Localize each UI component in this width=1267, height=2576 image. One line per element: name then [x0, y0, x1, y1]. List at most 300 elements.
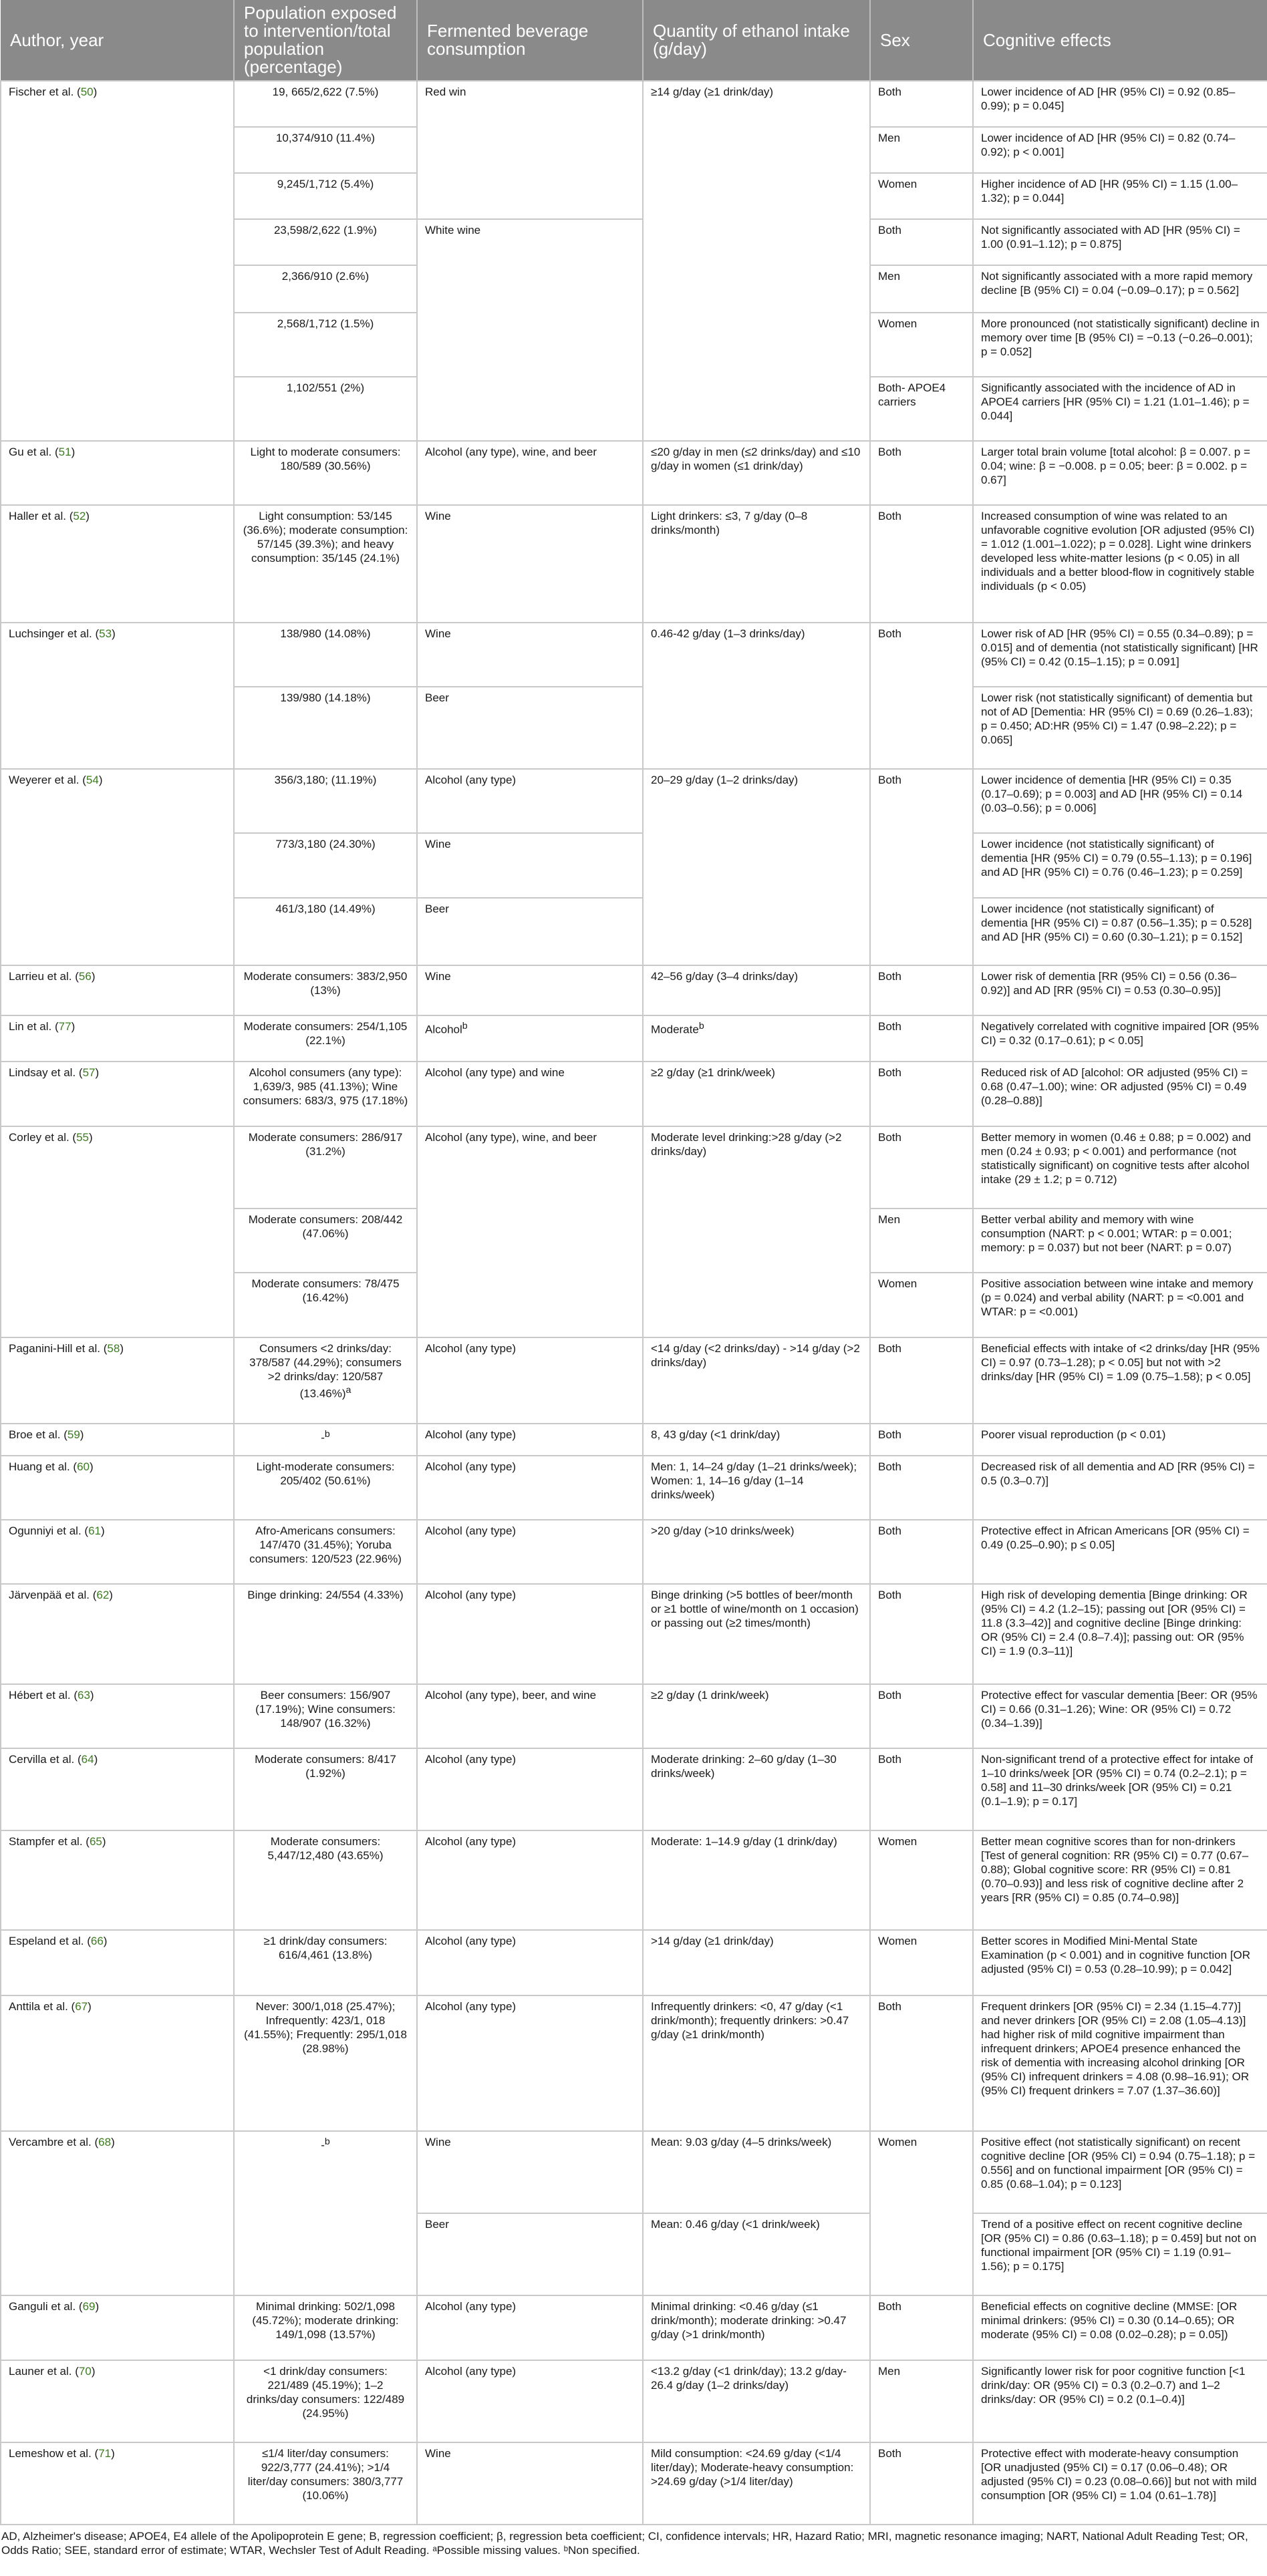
author-cell: [1, 2295, 234, 2360]
quantity-text: ≥2 g/day (1 drink/week): [651, 1688, 769, 1702]
effects-text: Better scores in Modified Mini-Mental State Examination (p < 0.001) and in cognitive function [OR adjusted (95% CI) = 0.53 (0.28–10.99); p = 0.042]: [981, 1935, 1251, 1976]
beverage-text: Wine: [425, 838, 451, 850]
effects-cell: [973, 1930, 1267, 1995]
author-close: ): [100, 1524, 105, 1538]
author-cell: [1, 1126, 234, 1337]
reference-link[interactable]: 69: [82, 2299, 96, 2313]
author-close: ): [111, 2136, 115, 2149]
effects-cell: [973, 265, 1267, 312]
reference-link[interactable]: 64: [81, 1752, 94, 1766]
beverage-text: Alcohol (any type): [425, 1935, 517, 1948]
population-text: 461/3,180 (14.49%): [275, 903, 376, 916]
table-row: [1, 1337, 1267, 1424]
beverage-cell: [417, 898, 643, 965]
beverage-text: Wine: [425, 970, 451, 983]
author-cell: [1, 1456, 234, 1520]
beverage-cell: [417, 1337, 643, 1424]
population-text: Moderate consumers: 383/2,950 (13%): [243, 970, 408, 997]
sex-text: Both: [878, 627, 901, 641]
table-row: [1, 1015, 1267, 1062]
sex-cell: [870, 265, 973, 312]
author-close: ): [89, 1130, 93, 1144]
population-cell: [234, 1424, 417, 1456]
beverage-cell: [417, 1456, 643, 1520]
effects-text: Protective effect in African Americans [OR (95% CI) = 0.49 (0.25–0.90); p ≤ 0.05]: [981, 1524, 1250, 1552]
sex-text: Both: [878, 1130, 901, 1144]
population-cell: [234, 505, 417, 623]
beverage-text: Alcohol (any type), wine, and beer: [425, 445, 597, 458]
population-cell: [234, 1584, 417, 1684]
effects-text: Not significantly associated with a more rapid memory decline [B (95% CI) = 0.04 (−0.09–0.17); p = 0.562]: [981, 270, 1253, 297]
author-close: ): [98, 774, 103, 787]
beverage-text: Wine: [425, 2446, 451, 2460]
quantity-text: 8, 43 g/day (<1 drink/day): [651, 1428, 781, 1441]
author-name: Weyerer et al. (: [9, 774, 86, 787]
table-row: [1, 965, 1267, 1015]
sex-cell: [870, 127, 973, 173]
population-cell: [234, 1995, 417, 2131]
reference-link[interactable]: 68: [98, 2136, 112, 2149]
sex-text: Both: [878, 1460, 901, 1474]
population-cell: [234, 1684, 417, 1748]
quantity-text: 0.46-42 g/day (1–3 drinks/day): [651, 627, 805, 641]
quantity-cell: [643, 1126, 870, 1337]
beverage-cell: [417, 1930, 643, 1995]
effects-text: Beneficial effects on cognitive decline (MMSE: [OR minimal drinkers: (95% CI) = 0.30 (0.14–0.65); OR moderate (95% CI) = 0.08 (0.02–0.28); p = 0.05]): [981, 2299, 1238, 2341]
footnote-marker: a: [345, 1384, 351, 1396]
sex-cell: [870, 1830, 973, 1931]
col-header-beverage: Fermented beverage consumption: [417, 0, 643, 81]
sex-cell: [870, 1209, 973, 1273]
author-close: ): [71, 1019, 76, 1033]
author-close: ): [102, 1834, 106, 1848]
beverage-cell: [417, 1584, 643, 1684]
quantity-cell: [643, 1995, 870, 2131]
reference-link[interactable]: 58: [107, 1341, 120, 1355]
author-name: Corley et al. (: [9, 1130, 77, 1144]
beverage-text: Alcohol (any type): [425, 2299, 517, 2313]
table-row: [1, 1584, 1267, 1684]
beverage-cell: [417, 1126, 643, 1337]
reference-link[interactable]: 50: [80, 86, 94, 98]
author-name: Broe et al. (: [9, 1428, 67, 1441]
beverage-text: Alcohol (any type): [425, 1460, 517, 1474]
effects-cell: [973, 1456, 1267, 1520]
quantity-text: Binge drinking (>5 bottles of beer/month or ≥1 bottle of wine/month on 1 occasion) or passing out (≥2 times/month): [651, 1589, 859, 1630]
effects-text: Reduced risk of AD [alcohol: OR adjusted (95% CI) = 0.68 (0.47–1.00); wine: OR adjusted (95% CI) = 0.49 (0.28–0.88)]: [981, 1066, 1248, 1107]
population-text: Moderate consumers: 254/1,105 (22.1%): [243, 1019, 408, 1047]
sex-cell: [870, 1995, 973, 2131]
sex-text: Both: [878, 2299, 901, 2313]
beverage-text: Beer: [425, 903, 449, 916]
population-text: 139/980 (14.18%): [280, 691, 371, 705]
population-text: Never: 300/1,018 (25.47%); Infrequently: 423/1, 018 (41.55%); Frequently: 295/1,018 (28.98%): [244, 1999, 407, 2055]
reference-link[interactable]: 65: [89, 1834, 102, 1848]
table-row: [1, 1995, 1267, 2131]
quantity-text: Light drinkers: ≤3, 7 g/day (0–8 drinks/month): [651, 509, 808, 536]
effects-text: More pronounced (not statistically significant) decline in memory over time [B (95% CI) = −0.13 (−0.26–0.001); p = 0.052]: [981, 317, 1260, 358]
reference-link[interactable]: 67: [75, 1999, 88, 2013]
beverage-text: Alcohol (any type): [425, 1834, 517, 1848]
table-row: [1, 1424, 1267, 1456]
beverage-cell: [417, 1684, 643, 1748]
sex-cell: [870, 1520, 973, 1584]
reference-link[interactable]: 66: [90, 1935, 104, 1948]
beverage-cell: [417, 2442, 643, 2525]
quantity-cell: [643, 1456, 870, 1520]
beverage-cell: [417, 2360, 643, 2442]
beverage-text: Alcohol: [425, 1023, 462, 1036]
quantity-text: Mean: 9.03 g/day (4–5 drinks/week): [651, 2136, 832, 2149]
sex-cell: [870, 2295, 973, 2360]
population-cell: [234, 265, 417, 312]
beverage-cell: [417, 2213, 643, 2295]
col-header-population: Population exposed to intervention/total population (percentage): [234, 0, 417, 81]
effects-text: Significantly associated with the incidence of AD in APOE4 carriers [HR (95% CI) = 1.21 (1.01–1.46); p = 0.044]: [981, 381, 1250, 422]
beverage-text: Alcohol (any type): [425, 2365, 517, 2378]
author-close: ): [94, 1752, 98, 1766]
quantity-text: Mean: 0.46 g/day (<1 drink/week): [651, 2218, 820, 2231]
author-cell: [1, 1995, 234, 2131]
table-row: [1, 1520, 1267, 1584]
author-cell: [1, 965, 234, 1015]
effects-cell: [973, 2131, 1267, 2213]
beverage-text: Wine: [425, 627, 451, 641]
author-cell: [1, 1062, 234, 1126]
beverage-cell: [417, 1062, 643, 1126]
sex-text: Both: [878, 970, 901, 983]
sex-text: Women: [878, 1834, 918, 1848]
quantity-cell: [643, 2213, 870, 2295]
effects-cell: [973, 769, 1267, 833]
reference-link[interactable]: 54: [86, 774, 99, 787]
beverage-cell: [417, 505, 643, 623]
quantity-text: Mild consumption: <24.69 g/day (<1/4 liter/day); Moderate-heavy consumption: >24.69 g/day (>1/4 liter/day): [651, 2446, 854, 2488]
population-cell: [234, 1062, 417, 1126]
beverage-text: Red win: [425, 86, 466, 98]
author-cell: [1, 1424, 234, 1456]
reference-link[interactable]: 55: [76, 1130, 90, 1144]
beverage-cell: [417, 441, 643, 505]
population-text: Light consumption: 53/145 (36.6%); moderate consumption: 57/145 (39.3%); and heavy consumption: 35/145 (24.1%): [243, 509, 408, 565]
population-text: 1,102/551 (2%): [286, 381, 365, 394]
quantity-text: <14 g/day (<2 drinks/day) - >14 g/day (>2 drinks/day): [651, 1341, 860, 1369]
author-name: Haller et al. (: [9, 509, 74, 522]
quantity-cell: [643, 2131, 870, 2213]
beverage-cell: [417, 1748, 643, 1830]
population-text: Beer consumers: 156/907 (17.19%); Wine consumers: 148/907 (16.32%): [255, 1688, 396, 1730]
author-name: Espeland et al. (: [9, 1935, 91, 1948]
table-body: [1, 81, 1267, 2525]
table-footnote: AD, Alzheimer's disease; APOE4, E4 allele of the Apolipoprotein E gene; B, regression coefficient; β, regression beta coefficient; CI, confidence intervals; HR, Hazard Ratio; MRI, magnetic resonance imaging; NART, National Adult Reading Test; OR, Odds Ratio; SEE, standard error of estimate; WTAR, Wechsler Test of Adult Reading. ᵃPossible missing values. ᵇNon specified.: [1, 2530, 1248, 2557]
population-cell: [234, 2295, 417, 2360]
sex-cell: [870, 377, 973, 441]
reference-link[interactable]: 60: [77, 1460, 90, 1474]
author-close: ): [89, 1460, 94, 1474]
effects-text: Better memory in women (0.46 ± 0.88; p = 0.002) and men (0.24 ± 0.93; p < 0.001) and performance (not statistically significant) on cognitive tests after alcohol intake (29 ± 1.2; p = 0.712): [981, 1130, 1251, 1186]
author-name: Lin et al. (: [9, 1019, 59, 1033]
quantity-text: Moderate: [651, 1023, 699, 1036]
author-cell: [1, 2131, 234, 2295]
effects-cell: [973, 687, 1267, 769]
population-text: Moderate consumers: 5,447/12,480 (43.65%): [267, 1834, 384, 1862]
effects-text: Lower incidence (not statistically significant) of dementia [HR (95% CI) = 0.87 (0.56–1.35); p = 0.528] and AD [HR (95% CI) = 0.60 (0.30–1.21); p = 0.152]: [981, 903, 1252, 944]
effects-cell: [973, 2213, 1267, 2295]
population-text: Light-moderate consumers: 205/402 (50.61%): [256, 1460, 395, 1488]
beverage-text: Alcohol (any type): [425, 1428, 517, 1441]
quantity-text: >14 g/day (≥1 drink/day): [651, 1935, 774, 1948]
author-close: ): [91, 2365, 96, 2378]
quantity-cell: [643, 2295, 870, 2360]
col-header-author: Author, year: [1, 0, 234, 81]
author-name: Fischer et al. (: [9, 86, 81, 98]
population-cell: [234, 173, 417, 219]
effects-cell: [973, 377, 1267, 441]
beverage-text: Alcohol (any type): [425, 1341, 517, 1355]
reference-link[interactable]: 63: [78, 1688, 90, 1702]
table-row: [1, 1748, 1267, 1830]
table-row: [1, 1684, 1267, 1748]
author-cell: [1, 1684, 234, 1748]
sex-cell: [870, 1684, 973, 1748]
effects-cell: [973, 1337, 1267, 1424]
sex-cell: [870, 1456, 973, 1520]
beverage-text: Alcohol (any type) and wine: [425, 1066, 565, 1079]
reference-link[interactable]: 53: [99, 627, 112, 641]
population-text: Moderate consumers: 208/442 (47.06%): [248, 1213, 403, 1240]
sex-cell: [870, 623, 973, 769]
population-cell: [234, 1337, 417, 1424]
effects-cell: [973, 1209, 1267, 1273]
author-cell: [1, 1748, 234, 1830]
effects-text: Lower risk of dementia [RR (95% CI) = 0.56 (0.36–0.92)] and AD [RR (95% CI) = 0.53 (0.30–0.95)]: [981, 970, 1237, 997]
effects-text: Lower incidence (not statistically significant) of dementia [HR (95% CI) = 0.79 (0.55–1.13); p = 0.196] and AD [HR (95% CI) = 0.76 (0.46–1.23); p = 0.259]: [981, 838, 1252, 878]
population-text: ≤1/4 liter/day consumers: 922/3,777 (24.41%); >1/4 liter/day consumers: 380/3,777 (10.06%): [247, 2446, 404, 2502]
sex-text: Both: [878, 509, 901, 522]
author-cell: [1, 505, 234, 623]
effects-cell: [973, 1015, 1267, 1062]
sex-text: Men: [878, 2365, 901, 2378]
reference-link[interactable]: 71: [98, 2446, 112, 2460]
author-cell: [1, 1830, 234, 1931]
population-cell: [234, 833, 417, 898]
beverage-cell: [417, 1520, 643, 1584]
reference-link[interactable]: 52: [73, 509, 86, 522]
author-cell: [1, 1584, 234, 1684]
population-text: 356/3,180; (11.19%): [274, 774, 377, 787]
effects-text: Increased consumption of wine was related to an unfavorable cognitive evolution [OR adjusted (95% CI) = 1.012 (1.001–1.022); p = 0.028]. Light wine drinkers developed less white-matter lesions (p < 0.05) in all individuals and a better blood-flow in cognitively stable individuals (p < 0.05): [981, 509, 1255, 593]
population-text: -: [321, 1431, 325, 1444]
quantity-text: >20 g/day (>10 drinks/week): [651, 1524, 795, 1538]
population-cell: [234, 2360, 417, 2442]
author-name: Luchsinger et al. (: [9, 627, 100, 641]
population-cell: [234, 81, 417, 127]
effects-text: Lower risk of AD [HR (95% CI) = 0.55 (0.34–0.89); p = 0.015] and of dementia (not statistically significant) [HR (95% CI) = 0.42 (0.15–1.15); p = 0.091]: [981, 627, 1258, 669]
author-name: Huang et al. (: [9, 1460, 78, 1474]
author-name: Cervilla et al. (: [9, 1752, 82, 1766]
effects-cell: [973, 2295, 1267, 2360]
table-row: [1, 769, 1267, 833]
quantity-text: ≥14 g/day (≥1 drink/day): [651, 86, 774, 98]
beverage-cell: [417, 1830, 643, 1931]
effects-cell: [973, 1684, 1267, 1748]
effects-text: Positive association between wine intake and memory (p = 0.024) and verbal ability (NART: p = <0.001 and WTAR: p = <0.001): [981, 1277, 1254, 1318]
effects-cell: [973, 127, 1267, 173]
population-text: Light to moderate consumers: 180/589 (30.56%): [250, 445, 401, 472]
sex-text: Both- APOE4 carriers: [878, 381, 946, 408]
sex-text: Both: [878, 774, 901, 787]
population-cell: [234, 219, 417, 265]
table-row: [1, 1930, 1267, 1995]
table-row: [1, 1456, 1267, 1520]
quantity-cell: [643, 441, 870, 505]
author-close: ): [90, 1688, 94, 1702]
sex-cell: [870, 1062, 973, 1126]
reference-link[interactable]: 77: [58, 1019, 72, 1033]
population-text: 10,374/910 (11.4%): [275, 132, 376, 145]
sex-cell: [870, 1424, 973, 1456]
reference-link[interactable]: 59: [67, 1428, 80, 1441]
population-text: Moderate consumers: 286/917 (31.2%): [248, 1130, 403, 1158]
population-cell: [234, 1456, 417, 1520]
population-text: Minimal drinking: 502/1,098 (45.72%); moderate drinking: 149/1,098 (13.57%): [252, 2299, 399, 2341]
population-cell: [234, 441, 417, 505]
effects-text: High risk of developing dementia [Binge drinking: OR (95% CI) = 4.2 (1.2–15); passing out [OR (95% CI) = 11.8 (3.3–42)] and cognitive decline [Binge drinking: OR (95% CI) = 2.4 (0.8–7.4)]; passing out: OR (95% CI) = 1.9 (0.3–11)]: [981, 1589, 1248, 1658]
effects-text: Poorer visual reproduction (p < 0.01): [981, 1428, 1166, 1441]
author-close: ): [95, 2299, 100, 2313]
author-close: ): [86, 509, 90, 522]
reference-link[interactable]: 57: [82, 1066, 96, 1079]
quantity-cell: [643, 1015, 870, 1062]
effects-text: Trend of a positive effect on recent cognitive decline [OR (95% CI) = 0.86 (0.63–1.18); p = 0.459] but not on functional impairment [OR (95% CI) = 1.19 (0.91–1.56); p = 0.175]: [981, 2218, 1257, 2273]
author-name: Järvenpää et al. (: [9, 1589, 97, 1602]
effects-cell: [973, 1830, 1267, 1931]
beverage-cell: [417, 1424, 643, 1456]
author-name: Gu et al. (: [9, 445, 59, 458]
col-header-effects: Cognitive effects: [973, 0, 1267, 81]
author-close: ): [112, 627, 116, 641]
population-text: Alcohol consumers (any type): 1,639/3, 985 (41.13%); Wine consumers: 683/3, 975 (17.18%): [243, 1066, 408, 1107]
author-name: Ganguli et al. (: [9, 2299, 83, 2313]
quantity-cell: [643, 2442, 870, 2525]
reference-link[interactable]: 51: [58, 445, 72, 458]
quantity-cell: [643, 769, 870, 965]
sex-text: Both: [878, 1589, 901, 1602]
sex-cell: [870, 1930, 973, 1995]
sex-text: Both: [878, 1428, 901, 1441]
effects-text: Non-significant trend of a protective effect for intake of 1–10 drinks/week [OR (95% CI) = 0.74 (0.2–2.1); p = 0.58] and 11–30 drinks/week [OR (95% CI) = 0.21 (0.1–1.9); p = 0.17]: [981, 1752, 1253, 1808]
population-text: 9,245/1,712 (5.4%): [277, 178, 374, 191]
beverage-cell: [417, 219, 643, 440]
population-cell: [234, 769, 417, 833]
effects-text: Larger total brain volume [total alcohol: β = 0.007. p = 0.04; wine: β = −0.008. p = 0.05; beer: β = 0.002. p = 0.67]: [981, 445, 1250, 486]
sex-cell: [870, 769, 973, 965]
reference-link[interactable]: 62: [96, 1589, 110, 1602]
beverage-text: Beer: [425, 2218, 449, 2231]
sex-cell: [870, 441, 973, 505]
effects-text: Frequent drinkers [OR (95% CI) = 2.34 (1.15–4.77)] and never drinkers [OR (95% CI) = 2.08 (1.05–4.13)] had higher risk of mild cognitive impairment than infrequent drinkers; APOE4 presence enhanced the risk of dementia with increasing alcohol drinking [OR (95% CI) infrequent drinkers = 4.08 (0.98–16.91); OR (95% CI) frequent drinkers = 7.07 (1.37–36.60)]: [981, 1999, 1250, 2097]
table-row: [1, 81, 1267, 127]
population-text: 2,568/1,712 (1.5%): [277, 317, 374, 330]
beverage-text: Alcohol (any type), beer, and wine: [425, 1688, 597, 1702]
effects-cell: [973, 219, 1267, 265]
population-text: <1 drink/day consumers: 221/489 (45.19%); 1–2 drinks/day consumers: 122/489 (24.95%): [246, 2365, 405, 2420]
sex-cell: [870, 1273, 973, 1337]
effects-cell: [973, 505, 1267, 623]
sex-text: Men: [878, 1213, 901, 1226]
population-text: 23,598/2,622 (1.9%): [273, 224, 378, 237]
population-text: Afro-Americans consumers: 147/470 (31.45%); Yoruba consumers: 120/523 (22.96%): [249, 1524, 402, 1566]
reference-link[interactable]: 70: [78, 2365, 92, 2378]
population-text: Binge drinking: 24/554 (4.33%): [247, 1589, 404, 1602]
beverage-cell: [417, 81, 643, 219]
population-cell: [234, 1126, 417, 1209]
sex-cell: [870, 505, 973, 623]
beverage-cell: [417, 833, 643, 898]
effects-text: Lower risk (not statistically significant) of dementia but not of AD [Dementia: HR (95% CI) = 0.69 (0.26–1.83); p = 0.450; AD:HR (95% CI) = 1.47 (0.98–2.22); p = 0.065]: [981, 691, 1253, 747]
quantity-cell: [643, 623, 870, 769]
quantity-text: <13.2 g/day (<1 drink/day); 13.2 g/day-26.4 g/day (1–2 drinks/day): [651, 2365, 847, 2392]
footnote-marker: b: [324, 1428, 330, 1440]
population-cell: [234, 1520, 417, 1584]
effects-cell: [973, 2442, 1267, 2525]
author-name: Anttila et al. (: [9, 1999, 76, 2013]
table-row: [1, 2131, 1267, 2213]
population-cell: [234, 1209, 417, 1273]
author-cell: [1, 1930, 234, 1995]
quantity-cell: [643, 1424, 870, 1456]
sex-text: Men: [878, 270, 901, 283]
population-cell: [234, 687, 417, 769]
effects-text: Lower incidence of dementia [HR (95% CI) = 0.35 (0.17–0.69); p = 0.003] and AD [HR (95% CI) = 0.14 (0.03–0.56); p = 0.006]: [981, 774, 1243, 815]
effects-cell: [973, 313, 1267, 377]
reference-link[interactable]: 61: [88, 1524, 101, 1538]
quantity-cell: [643, 81, 870, 441]
beverage-cell: [417, 1015, 643, 1062]
table-row: [1, 441, 1267, 505]
table-row: [1, 2360, 1267, 2442]
effects-text: Negatively correlated with cognitive impaired [OR (95% CI) = 0.32 (0.17–0.61); p < 0.05]: [981, 1019, 1259, 1047]
effects-cell: [973, 1584, 1267, 1684]
effects-cell: [973, 2360, 1267, 2442]
author-name: Vercambre et al. (: [9, 2136, 99, 2149]
sex-cell: [870, 173, 973, 219]
author-cell: [1, 1337, 234, 1424]
effects-text: Better mean cognitive scores than for non-drinkers [Test of general cognition: RR (95% CI) = 0.77 (0.67–0.88); Global cognitive score: RR (95% CI) = 0.81 (0.70–0.93)] and less risk of cognitive decline after 2 years [RR (95% CI) = 0.85 (0.74–0.98)]: [981, 1834, 1249, 1904]
quantity-cell: [643, 1337, 870, 1424]
footnote-marker: b: [698, 1020, 704, 1031]
sex-cell: [870, 965, 973, 1015]
footnote-marker: b: [324, 2136, 330, 2148]
author-close: ): [111, 2446, 115, 2460]
beverage-text: Alcohol (any type): [425, 1524, 517, 1538]
reference-link[interactable]: 56: [78, 970, 92, 983]
effects-cell: [973, 81, 1267, 127]
author-close: ): [80, 1428, 84, 1441]
quantity-cell: [643, 505, 870, 623]
col-header-quantity: Quantity of ethanol intake (g/day): [643, 0, 870, 81]
population-cell: [234, 898, 417, 965]
effects-cell: [973, 173, 1267, 219]
population-cell: [234, 127, 417, 173]
sex-cell: [870, 2442, 973, 2525]
sex-cell: [870, 1584, 973, 1684]
table-row: [1, 1062, 1267, 1126]
beverage-text: Beer: [425, 691, 449, 705]
author-cell: [1, 769, 234, 965]
author-name: Lindsay et al. (: [9, 1066, 83, 1079]
quantity-text: Moderate drinking: 2–60 g/day (1–30 drinks/week): [651, 1752, 837, 1780]
